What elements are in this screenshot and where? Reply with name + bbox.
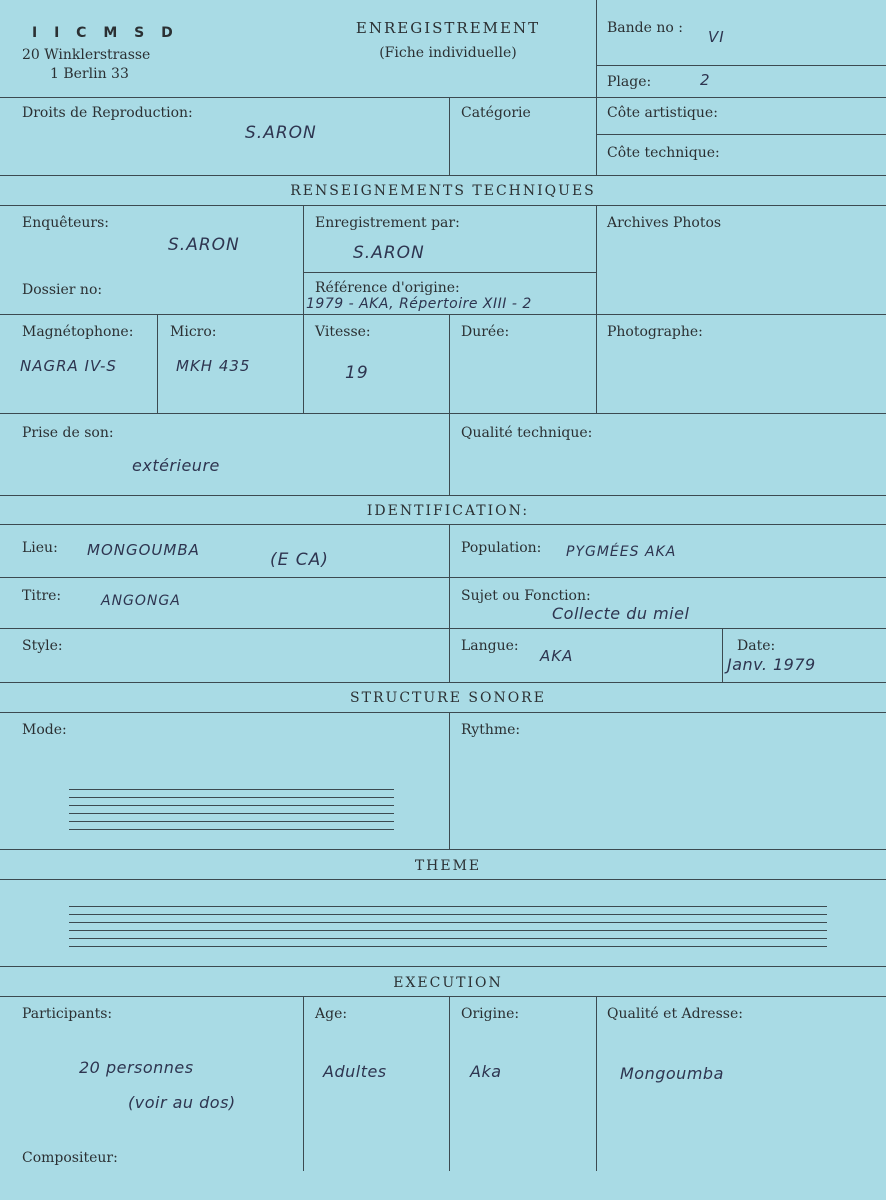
sujet-label: Sujet ou Fonction:	[461, 588, 591, 604]
droits-value[interactable]: S.ARON	[245, 123, 317, 143]
theme-rule	[69, 938, 827, 939]
section-identification: IDENTIFICATION:	[366, 503, 530, 519]
participants-value-line2[interactable]: (voir au dos)	[128, 1093, 236, 1112]
institute-city: 1 Berlin 33	[50, 66, 129, 82]
enqueteurs-label: Enquêteurs:	[22, 215, 110, 231]
divider	[303, 205, 304, 413]
reference-origine-label: Référence d'origine:	[315, 280, 460, 296]
divider	[449, 97, 450, 175]
date-label: Date:	[737, 638, 776, 654]
divider	[449, 712, 450, 849]
divider	[0, 628, 886, 629]
institute-street: 20 Winklerstrasse	[22, 47, 151, 63]
origine-value[interactable]: Aka	[470, 1062, 502, 1081]
style-label: Style:	[22, 638, 63, 654]
divider	[0, 495, 886, 496]
divider	[0, 97, 886, 98]
compositeur-label: Compositeur:	[22, 1150, 118, 1166]
divider	[0, 712, 886, 713]
lieu-value[interactable]: MONGOUMBA	[87, 541, 200, 559]
population-value[interactable]: PYGMÉES AKA	[566, 544, 677, 560]
divider	[0, 966, 886, 967]
participants-value-line1[interactable]: 20 personnes	[79, 1058, 194, 1077]
divider	[157, 314, 158, 413]
bande-no-label: Bande no :	[607, 20, 683, 36]
titre-label: Titre:	[22, 588, 62, 604]
categorie-label: Catégorie	[461, 105, 531, 121]
titre-value[interactable]: ANGONGA	[101, 593, 181, 609]
theme-rule	[69, 946, 827, 947]
duree-label: Durée:	[461, 324, 510, 340]
divider	[303, 272, 596, 273]
theme-rule	[69, 930, 827, 931]
dossier-no-label: Dossier no:	[22, 282, 103, 298]
qualite-technique-label: Qualité technique:	[461, 425, 593, 441]
vitesse-label: Vitesse:	[315, 324, 371, 340]
form-title: ENREGISTREMENT	[355, 19, 541, 37]
divider	[303, 996, 304, 1171]
archives-photos-label: Archives Photos	[607, 215, 722, 231]
lieu-suffix[interactable]: (E CA)	[270, 550, 329, 570]
bande-no-value[interactable]: VI	[708, 28, 725, 46]
divider	[596, 996, 597, 1171]
divider	[0, 205, 886, 206]
langue-value[interactable]: AKA	[540, 647, 574, 665]
divider	[596, 65, 886, 66]
mode-rule	[69, 789, 394, 790]
divider	[596, 134, 886, 135]
divider	[0, 524, 886, 525]
date-value[interactable]: Janv. 1979	[727, 655, 816, 674]
enregistrement-par-value[interactable]: S.ARON	[353, 243, 425, 263]
section-renseignements: RENSEIGNEMENTS TECHNIQUES	[290, 183, 596, 199]
divider	[0, 314, 886, 315]
lieu-label: Lieu:	[22, 540, 58, 556]
rythme-label: Rythme:	[461, 722, 521, 738]
mode-rule	[69, 797, 394, 798]
divider	[449, 996, 450, 1171]
divider	[0, 577, 886, 578]
mode-rule	[69, 821, 394, 822]
qualite-adresse-value[interactable]: Mongoumba	[620, 1064, 724, 1083]
age-label: Age:	[315, 1006, 348, 1022]
cote-technique-label: Côte technique:	[607, 145, 720, 161]
magnetophone-value[interactable]: NAGRA IV-S	[20, 357, 117, 375]
divider	[0, 879, 886, 880]
theme-rule	[69, 914, 827, 915]
prise-de-son-label: Prise de son:	[22, 425, 114, 441]
qualite-adresse-label: Qualité et Adresse:	[607, 1006, 743, 1022]
enqueteurs-value[interactable]: S.ARON	[168, 235, 240, 255]
age-value[interactable]: Adultes	[323, 1062, 387, 1081]
photographe-label: Photographe:	[607, 324, 703, 340]
sujet-value[interactable]: Collecte du miel	[552, 604, 690, 623]
prise-de-son-value[interactable]: extérieure	[132, 456, 220, 475]
divider	[0, 413, 886, 414]
population-label: Population:	[461, 540, 542, 556]
section-execution: EXECUTION	[393, 975, 503, 991]
theme-rule	[69, 922, 827, 923]
micro-value[interactable]: MKH 435	[176, 357, 251, 375]
divider	[722, 628, 723, 682]
divider	[596, 205, 597, 413]
divider	[0, 996, 886, 997]
divider	[449, 314, 450, 413]
droits-label: Droits de Reproduction:	[22, 105, 193, 121]
langue-label: Langue:	[461, 638, 519, 654]
vitesse-value[interactable]: 19	[345, 363, 369, 383]
mode-label: Mode:	[22, 722, 67, 738]
divider	[596, 0, 597, 175]
section-theme: THEME	[414, 858, 482, 874]
divider	[449, 524, 450, 682]
plage-label: Plage:	[607, 74, 652, 90]
micro-label: Micro:	[170, 324, 217, 340]
mode-rule	[69, 829, 394, 830]
magnetophone-label: Magnétophone:	[22, 324, 134, 340]
divider	[0, 682, 886, 683]
enregistrement-par-label: Enregistrement par:	[315, 215, 460, 231]
participants-label: Participants:	[22, 1006, 113, 1022]
mode-rule	[69, 813, 394, 814]
plage-value[interactable]: 2	[700, 71, 711, 89]
theme-rule	[69, 906, 827, 907]
form-subtitle: (Fiche individuelle)	[379, 45, 517, 61]
reference-origine-value[interactable]: 1979 - AKA, Répertoire XIII - 2	[306, 296, 532, 312]
cote-artistique-label: Côte artistique:	[607, 105, 718, 121]
divider	[0, 849, 886, 850]
divider	[0, 175, 886, 176]
institute-name: I I C M S D	[32, 25, 179, 41]
section-structure: STRUCTURE SONORE	[350, 690, 546, 706]
mode-rule	[69, 805, 394, 806]
divider	[449, 413, 450, 495]
origine-label: Origine:	[461, 1006, 520, 1022]
